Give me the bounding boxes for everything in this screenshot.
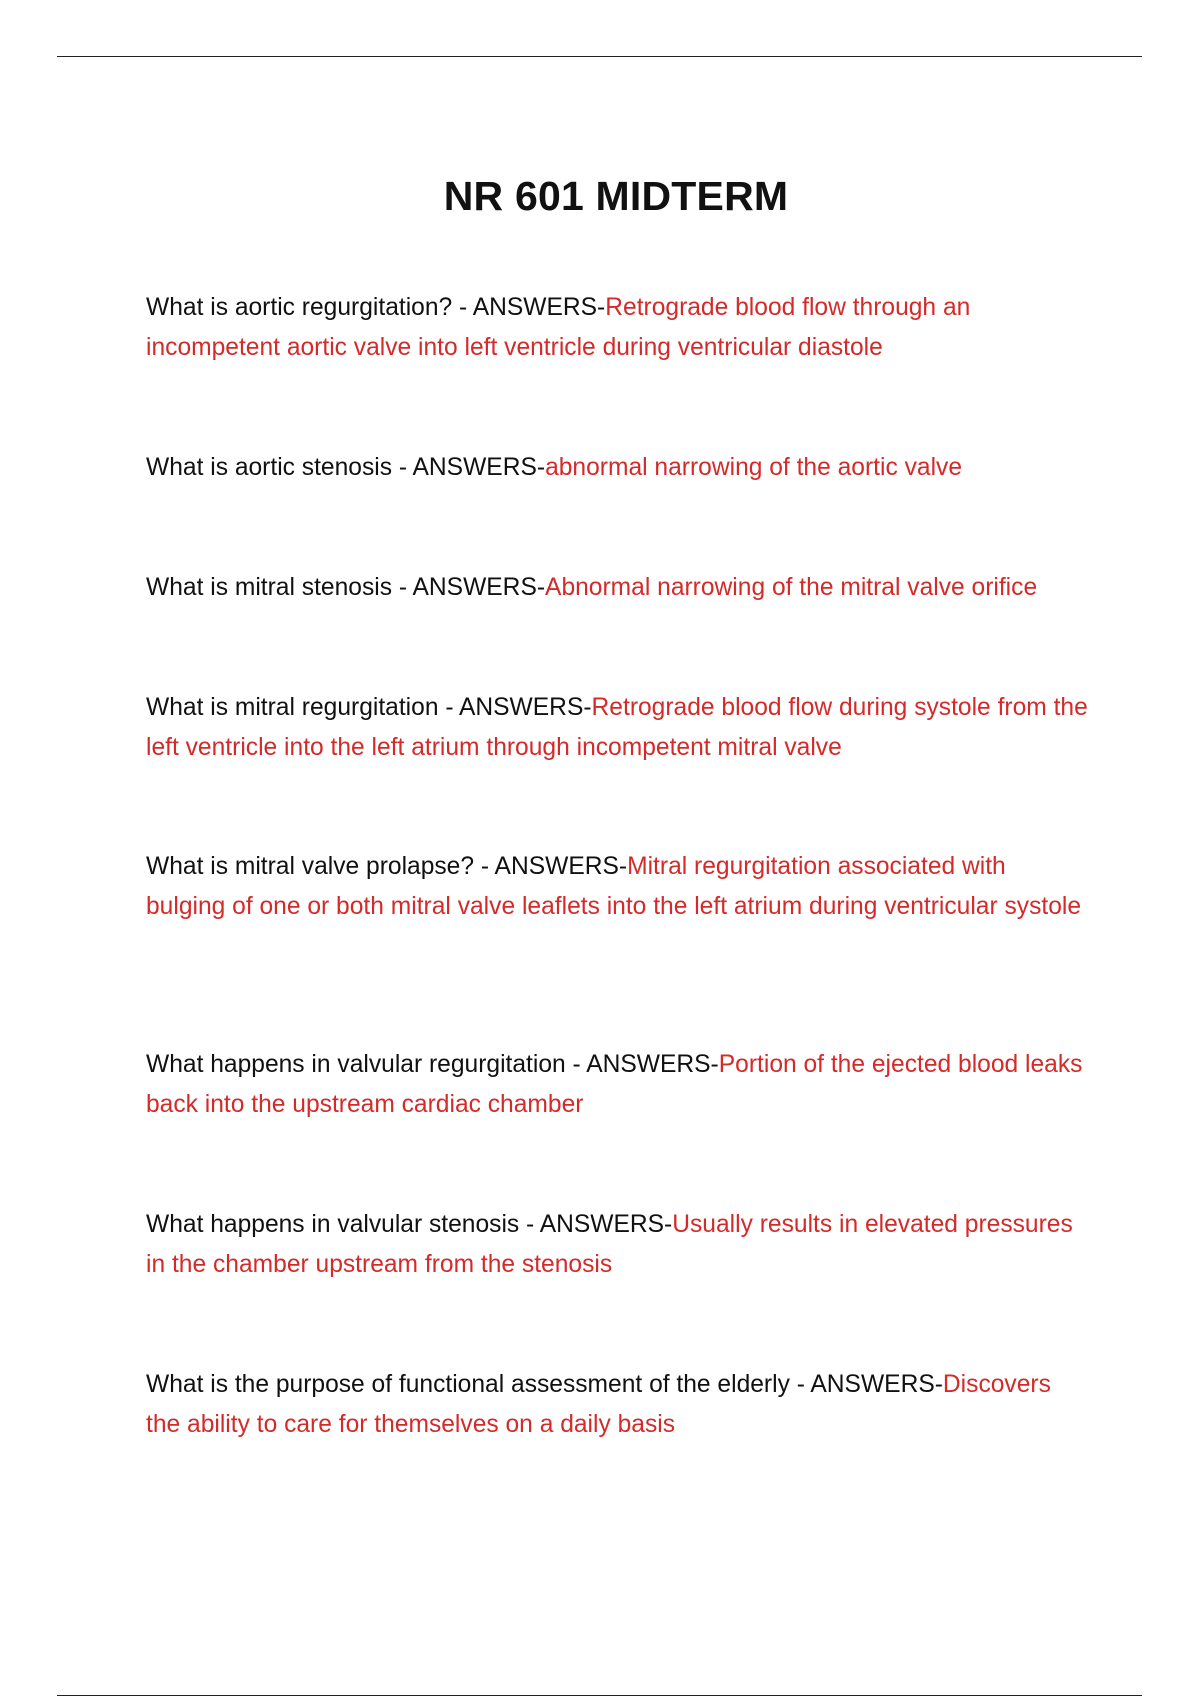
question-text: What happens in valvular regurgitation - ANSWERS- — [146, 1051, 719, 1078]
question-text: What is aortic regurgitation? - ANSWERS- — [146, 294, 606, 321]
qa-item — [146, 847, 1090, 927]
answer-text: Mitral regurgitation associated with bulging of one or both mitral valve leaflets into the left atrium during ventricular systole — [146, 853, 1082, 920]
question-text: What is mitral valve prolapse? - ANSWERS- — [146, 853, 628, 880]
top-rule — [57, 56, 1142, 57]
question-text: What happens in valvular stenosis - ANSWERS- — [146, 1211, 673, 1238]
bottom-rule — [57, 1695, 1142, 1696]
answer-text: Abnormal narrowing of the mitral valve orifice — [545, 574, 1038, 601]
answer-text: abnormal narrowing of the aortic valve — [545, 454, 963, 481]
question-text: What is mitral regurgitation - ANSWERS- — [146, 694, 592, 721]
answer-text: Portion of the ejected blood leaks back into the upstream cardiac chamber — [146, 1051, 1083, 1118]
question-text: What is the purpose of functional assessment of the elderly - ANSWERS- — [146, 1371, 943, 1398]
answer-text: Discovers the ability to care for themselves on a daily basis — [146, 1371, 1051, 1438]
answer-text: Retrograde blood flow through an incompetent aortic valve into left ventricle during ventricular diastole — [146, 294, 971, 361]
qa-item — [146, 1045, 1090, 1125]
qa-item — [146, 688, 1090, 768]
qa-item — [146, 288, 1090, 368]
question-text: What is mitral stenosis - ANSWERS- — [146, 574, 546, 601]
qa-item — [146, 1205, 1090, 1285]
question-text: What is aortic stenosis - ANSWERS- — [146, 454, 546, 481]
qa-item — [146, 568, 1090, 608]
qa-item — [146, 1365, 1090, 1445]
qa-item — [146, 448, 1090, 488]
answer-text: Usually results in elevated pressures in the chamber upstream from the stenosis — [146, 1211, 1073, 1278]
answer-text: Retrograde blood flow during systole from the left ventricle into the left atrium through incompetent mitral valve — [146, 694, 1088, 761]
page-title: NR 601 MIDTERM — [443, 173, 789, 220]
